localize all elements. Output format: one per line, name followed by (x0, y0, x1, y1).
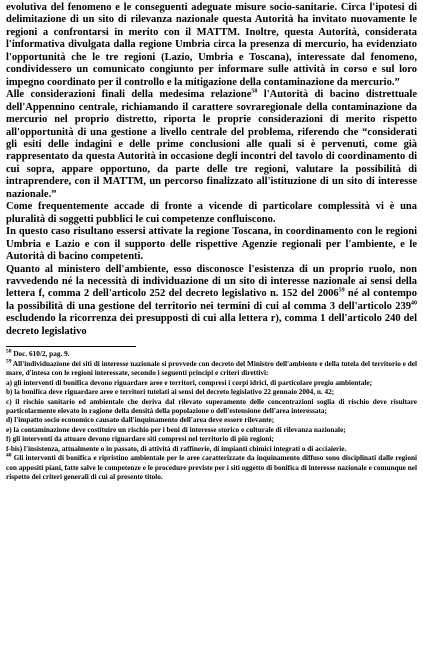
body-text (6, 2, 417, 338)
footnote-item: f) gli interventi da attuare devono riguardare siti compresi nel territorio di più regioni; (6, 435, 274, 444)
paragraph: Alle considerazioni finali della medesima relazione$^{58}$ l'Autorità di bacino distrettuale dell'Appennino centrale, richiamando il carattere sovraregionale della contaminazione da mercurio nel proprio distretto, riporta le proprie considerazioni di merito rispetto all'opportunità di una gestione a livello centrale del problema, riferendo che “considerati gli esiti delle indagini e delle prime conclusioni alle quali si è pervenuti, come già rappresentato da questa Autorità in occasione degli incontri del tavolo di coordinamento di cui sopra, appare opportuno, da parte delle tre regioni, valutare la possibilità di intraprendere, con il MATTM, un percorso finalizzato all'istituzione di un sito di interesse nazionale.” (6, 88, 417, 200)
footnote-mark: 58 (6, 348, 12, 355)
footnote-item: e) la contaminazione deve costituire un rischio per i beni di interesse storico e culturale di rilevanza nazionale; (6, 425, 346, 434)
footnote-ref[interactable]: 40 (411, 300, 417, 307)
paragraph: In questo caso risultano essersi attivate la regione Toscana, in coordinamento con le regioni Umbria e Lazio e con il supporto delle rispettive Agenzie regionali per l'ambiente, e le Autorità di bacino competenti. (6, 226, 417, 263)
footnote: $^{58}$ Doc. 610/2, pag. 9. (6, 348, 70, 359)
paragraph: Quanto al ministero dell'ambiente, esso disconosce l'esistenza di un proprio ruolo, non ravvedendo né la necessità di individuazione di un sito di interesse nazionale ai sensi della lettera f, comma 2 dell'articolo 252 del decreto legislativo n. 152 del 2006$^{59}$ né al contempo la possibilità di una gestione del territorio nei termini di cui al comma 3 dell'articolo $239^{40}$ escludendo la ricorrenza dei presupposti di cui alla lettera r), comma 1 dell'articolo 240 del decreto legislativo (6, 263, 417, 337)
footnote-item: d) l'impatto socio economico causato dall'inquinamento dell'area deve essere rilevante; (6, 416, 275, 425)
footnote-item: b) la bonifica deve riguardare aree e territori tutelati ai sensi del decreto legislativo 22 gennaio 2004, n. 42; (6, 388, 335, 397)
footnote-item: f-bis) l'insistenza, attualmente o in passato, di attività di raffinerie, di impianti chimici integrati o di acciaierie. (6, 444, 347, 453)
footnote-ref[interactable]: 59 (338, 287, 345, 294)
footnote: $^{40}$ Gli interventi di bonifica e ripristino ambientale per le aree caratterizzate da inquinamento diffuso sono disciplinati dalle regioni con appositi piani, fatte salve le competenze e le procedure previste per i siti oggetto di bonifica di interesse nazionale e comunque nel rispetto dei criteri generali di cui al presente titolo. (6, 452, 417, 482)
footnote: $^{59}$ All'individuazione dei siti di interesse nazionale si provvede con decreto del Ministro dell'ambiente e della tutela del territorio e del mare, d'intesa con le regioni interessate, secondo i seguenti principi e criteri direttivi: (6, 358, 417, 378)
footnote-ref[interactable]: 58 (251, 88, 258, 95)
footnote-mark: 59 (6, 358, 12, 365)
paragraph: Come frequentemente accade di fronte a vicende di particolare complessità vi è una pluralità di soggetti pubblici le cui competenze confluiscono. (6, 201, 417, 225)
footnotes (6, 350, 417, 482)
paragraph: evolutiva del fenomeno e le conseguenti adeguate misure socio-sanitarie. Circa l'ipotesi di delimitazione di un sito di rilevanza nazionale questa Autorità ha invitato nuovamente le regioni a confrontarsi in merito con il MATTM. Inoltre, questa Autorità, considerata l'informativa divulgata dalla regione Umbria circa la presenza di mercurio, ha evidenziato l'opportunità che le tre regioni (Lazio, Umbria e Toscana), interessate dal fenomeno, condividessero un comunicato congiunto per informare sulle attività in corso e sul loro impegno coordinato per il controllo e la mitigazione della contaminazione da mercurio.” (6, 2, 417, 88)
footnote-item: a) gli interventi di bonifica devono riguardare aree e territori, compresi i corpi idrici, di particolare pregio ambientale; (6, 378, 372, 387)
footnote-divider (6, 346, 136, 347)
footnote-item: c) il rischio sanitario ed ambientale che deriva dal rilevato superamento delle concentrazioni soglia di rischio deve risultare particolarmente elevato in ragione della densità della popolazione o dell'estensione dell'area interessata; (6, 397, 417, 415)
footnote-mark: 40 (6, 452, 12, 459)
